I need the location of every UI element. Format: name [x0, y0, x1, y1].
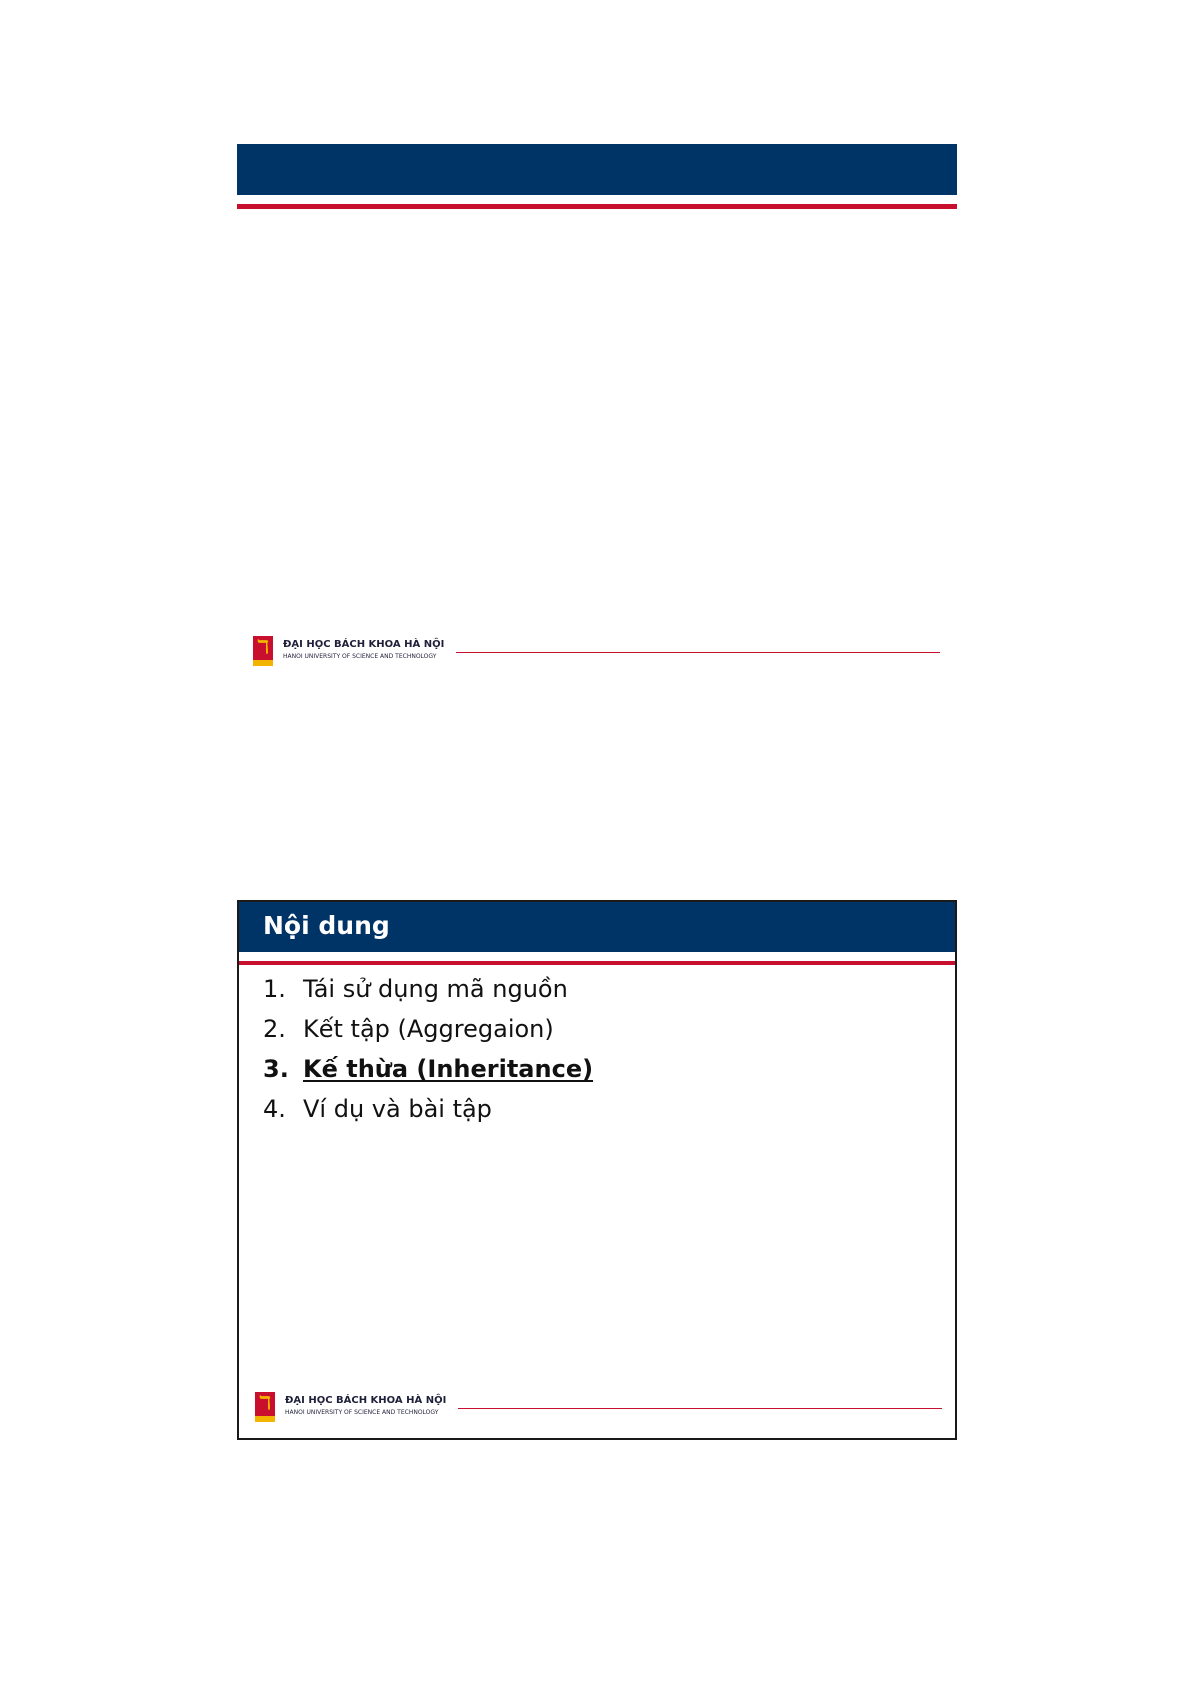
- university-name: ĐẠI HỌC BÁCH KHOA HÀ NỘI: [285, 1395, 447, 1406]
- slide-title-bar: [237, 144, 957, 195]
- agenda-item-number: 3.: [263, 1055, 289, 1083]
- agenda-item: [263, 969, 593, 1009]
- hust-logo-icon: ℸ: [255, 1392, 275, 1422]
- agenda-item: [263, 1009, 593, 1049]
- slide-title-bar: [239, 902, 955, 952]
- title-divider: [239, 961, 955, 965]
- agenda-item-text: Tái sử dụng mã nguồn: [303, 975, 568, 1003]
- slide-2: [237, 900, 957, 1440]
- title-divider: [237, 204, 957, 209]
- hust-logo-icon: ℸ: [253, 636, 273, 666]
- slide-footer: [255, 1392, 945, 1426]
- slide-footer: [253, 636, 943, 670]
- agenda-item-text: Kết tập (Aggregaion): [303, 1015, 554, 1043]
- university-name: ĐẠI HỌC BÁCH KHOA HÀ NỘI: [283, 639, 445, 650]
- footer-divider: [458, 1408, 942, 1409]
- agenda-item-text: Kế thừa (Inheritance): [303, 1055, 594, 1083]
- university-name-en: HANOI UNIVERSITY OF SCIENCE AND TECHNOLOGY: [283, 653, 437, 660]
- university-name-en: HANOI UNIVERSITY OF SCIENCE AND TECHNOLOGY: [285, 1409, 439, 1416]
- agenda-item-active: [263, 1049, 593, 1089]
- agenda-item-number: 4.: [263, 1095, 286, 1123]
- agenda-item-number: 1.: [263, 975, 286, 1003]
- footer-divider: [456, 652, 940, 653]
- slide-1: [237, 144, 957, 684]
- agenda-item-number: 2.: [263, 1015, 286, 1043]
- agenda-item-text: Ví dụ và bài tập: [303, 1095, 492, 1123]
- slide-title: Nội dung: [263, 911, 390, 940]
- agenda-item: [263, 1089, 593, 1129]
- agenda-list: [263, 969, 593, 1129]
